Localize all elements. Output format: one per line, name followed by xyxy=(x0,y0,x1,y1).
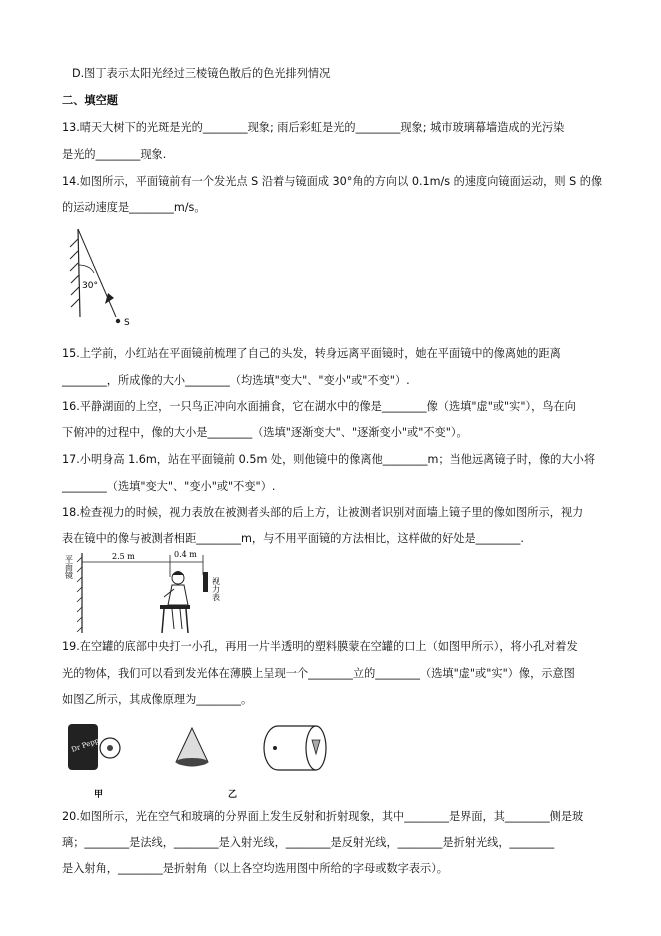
q20-line2: 璃；________是法线，________是入射光线，________是反射光线，________是折射光线，________ xyxy=(62,836,555,849)
q18-line2: 表在镜中的像与被测者相距________m，与不用平面镜的方法相比，这样做的好处是________. xyxy=(62,532,524,545)
q19-line2: 光的物体，我们可以看到发光体在薄膜上呈现一个________立的________（选填"虚"或"实"）像，示意图 xyxy=(62,667,575,680)
label-jia: 甲 xyxy=(94,790,104,800)
point-label: S xyxy=(124,318,130,328)
q20-line1: 20.如图所示，光在空气和玻璃的分界面上发生反射和折射现象，其中________是界面，其________侧是玻 xyxy=(62,810,584,823)
q16-line1: 16.平静湖面的上空，一只鸟正冲向水面捕食，它在湖水中的像是________像（选填"虚"或"实"），鸟在向 xyxy=(62,400,576,413)
angle-label: 30° xyxy=(82,281,98,291)
q20-line3: 是入射角，________是折射角（以上各空均选用图中所给的字母或数字表示）。 xyxy=(62,862,448,875)
q16-line2: 下俯冲的过程中，像的大小是________（选填"逐渐变大"、"逐渐变小"或"不变"）。 xyxy=(62,426,468,439)
can-brand-text: Dr Pepper xyxy=(70,733,108,754)
q14-line1: 14.如图所示，平面镜前有一个发光点 S 沿着与镜面成 30°角的方向以 0.1m/s 的速度向镜面运动，则 S 的像 xyxy=(62,175,603,188)
distance-1: 2.5 m xyxy=(112,552,135,561)
q13-line1: 13.晴天大树下的光斑是光的________现象; 雨后彩虹是光的________现象; 城市玻璃幕墙造成的光污染 xyxy=(62,121,565,134)
q17-line1: 17.小明身高 1.6m，站在平面镜前 0.5m 处，则他镜中的像离他________m；当他远离镜子时，像的大小将 xyxy=(62,453,596,466)
q13-line2: 是光的________现象. xyxy=(62,148,167,161)
q15-line2: ________，所成像的大小________（均选填"变大"、"变小"或"不变"）. xyxy=(62,374,410,387)
chart-label: 视力表 xyxy=(211,577,221,601)
distance-2: 0.4 m xyxy=(174,550,197,559)
q15-line1: 15.上学前，小红站在平面镜前梳理了自己的头发，转身远离平面镜时，她在平面镜中的像离她的距离 xyxy=(62,347,561,360)
q19-line1: 19.在空罐的底部中央打一小孔，再用一片半透明的塑料膜蒙在空罐的口上（如图甲所示），将小孔对着发 xyxy=(62,640,578,653)
option-d: D.图丁表示太阳光经过三棱镜色散后的色光排列情况 xyxy=(72,67,331,80)
q14-line2: 的运动速度是________m/s。 xyxy=(62,201,206,214)
mirror-label: 平面镜 xyxy=(64,555,74,579)
figure-mirror-point xyxy=(64,225,154,335)
figure-pinhole-can xyxy=(60,718,330,778)
section-heading: 二、填空题 xyxy=(62,94,118,107)
label-yi: 乙 xyxy=(228,790,238,800)
q18-line1: 18.检查视力的时候，视力表放在被测者头部的后上方，让被测者识别对面墙上镜子里的像如图所示，视力 xyxy=(62,506,584,519)
figure-eye-test xyxy=(60,545,230,635)
q17-line2: ________（选填"变大"、"变小"或"不变"）. xyxy=(62,480,276,493)
q19-line3: 如图乙所示，其成像原理为________。 xyxy=(62,693,253,706)
